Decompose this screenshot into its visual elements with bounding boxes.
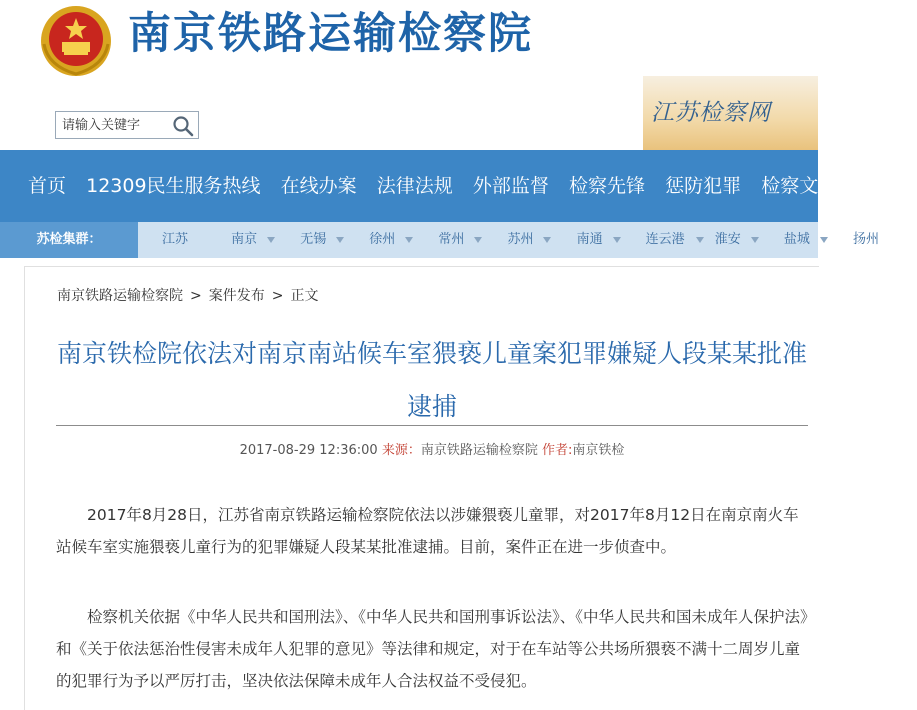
city-label: 盐城 bbox=[783, 232, 810, 247]
search-box bbox=[55, 111, 199, 139]
city-item-xuzhou[interactable] bbox=[369, 222, 433, 258]
city-label: 徐州 bbox=[369, 232, 396, 247]
article-source: 南京铁路运输检察院 bbox=[420, 443, 538, 458]
city-item-nanjing[interactable] bbox=[231, 222, 295, 258]
nav-item-crime-prevention[interactable]: 惩防犯罪 bbox=[665, 175, 742, 197]
city-item-huaian[interactable] bbox=[715, 222, 779, 258]
breadcrumb bbox=[57, 285, 318, 305]
article-paragraph: 检察机关依据《中华人民共和国刑法》、《中华人民共和国刑事诉讼法》、《中华人民共和国未成年人保护法》和《关于依法惩治性侵害未成年人犯罪的意见》等法律和规定，对于在车站等公共场所猥亵不满十二周岁儿童的犯罪行为予以严厉打击，坚决依法保障未成年人合法权益不受侵犯。 bbox=[56, 608, 808, 690]
city-item-yangzhou[interactable] bbox=[853, 222, 917, 258]
city-label: 常州 bbox=[438, 232, 465, 247]
city-label: 无锡 bbox=[300, 232, 327, 247]
article-author: 南京铁检 bbox=[572, 443, 625, 458]
city-item-changzhou[interactable] bbox=[438, 222, 502, 258]
title-divider bbox=[56, 425, 808, 426]
chevron-down-icon bbox=[613, 237, 621, 243]
chevron-down-icon bbox=[696, 237, 704, 243]
nav-item-culture[interactable]: 检察文化 bbox=[761, 175, 838, 197]
search-icon[interactable] bbox=[172, 115, 194, 137]
city-item-jiangsu[interactable] bbox=[162, 222, 226, 258]
nav-item-home[interactable]: 首页 bbox=[28, 175, 67, 197]
search-input[interactable] bbox=[56, 112, 172, 138]
main-nav bbox=[0, 150, 838, 222]
city-label: 南通 bbox=[576, 232, 603, 247]
article-date: 2017-08-29 12:36:00 bbox=[239, 443, 378, 458]
chevron-down-icon bbox=[405, 237, 413, 243]
article-container bbox=[24, 266, 819, 710]
chevron-down-icon bbox=[543, 237, 551, 243]
chevron-down-icon bbox=[474, 237, 482, 243]
chevron-down-icon bbox=[820, 237, 828, 243]
cluster-label: 苏检集群： bbox=[0, 222, 138, 258]
breadcrumb-category[interactable]: 案件发布 bbox=[208, 288, 265, 304]
procuratorate-emblem-icon[interactable] bbox=[34, 4, 118, 78]
source-label: 来源： bbox=[381, 443, 421, 458]
site-header bbox=[0, 0, 818, 150]
city-label: 扬州 bbox=[852, 232, 879, 247]
nav-item-hotline[interactable]: 12309民生服务热线 bbox=[86, 175, 261, 197]
city-label: 淮安 bbox=[714, 232, 741, 247]
breadcrumb-separator: > bbox=[271, 288, 284, 304]
nav-item-supervision[interactable]: 外部监督 bbox=[472, 175, 549, 197]
breadcrumb-home[interactable]: 南京铁路运输检察院 bbox=[57, 288, 183, 304]
city-item-nantong[interactable] bbox=[577, 222, 641, 258]
breadcrumb-separator: > bbox=[190, 288, 202, 304]
city-label: 苏州 bbox=[507, 232, 534, 247]
banner-text: 江苏检察网 bbox=[651, 100, 771, 126]
chevron-down-icon bbox=[751, 237, 759, 243]
article-paragraph: 2017年8月28日，江苏省南京铁路运输检察院依法以涉嫌猥亵儿童罪，对2017年8月12日在南京南火车站候车室实施猥亵儿童行为的犯罪嫌疑人段某某批准逮捕。目前，案件正在进一步侦查中。 bbox=[56, 506, 799, 556]
nav-item-pioneer[interactable]: 检察先锋 bbox=[568, 175, 645, 197]
city-label: 连云港 bbox=[645, 232, 685, 247]
city-cluster-nav bbox=[0, 222, 879, 258]
breadcrumb-current: 正文 bbox=[290, 288, 319, 304]
site-title[interactable]: 南京铁路运输检察院 bbox=[128, 9, 533, 59]
city-list bbox=[162, 222, 917, 258]
article-meta bbox=[57, 439, 807, 458]
city-item-suzhou[interactable] bbox=[507, 222, 571, 258]
jiangsu-procuratorate-banner[interactable] bbox=[643, 76, 818, 150]
nav-item-online-service[interactable]: 在线办案 bbox=[280, 175, 357, 197]
chevron-down-icon bbox=[267, 237, 275, 243]
author-label: 作者: bbox=[541, 443, 573, 458]
city-label: 江苏 bbox=[162, 232, 189, 247]
city-item-yancheng[interactable] bbox=[784, 222, 848, 258]
nav-item-laws[interactable]: 法律法规 bbox=[376, 175, 453, 197]
article-title: 南京铁检院依法对南京南站候车室猥亵儿童案犯罪嫌疑人段某某批准逮捕 bbox=[57, 339, 808, 421]
city-item-wuxi[interactable] bbox=[300, 222, 364, 258]
chevron-down-icon bbox=[336, 237, 344, 243]
city-label: 南京 bbox=[231, 232, 258, 247]
city-item-lianyungang[interactable] bbox=[646, 222, 710, 258]
